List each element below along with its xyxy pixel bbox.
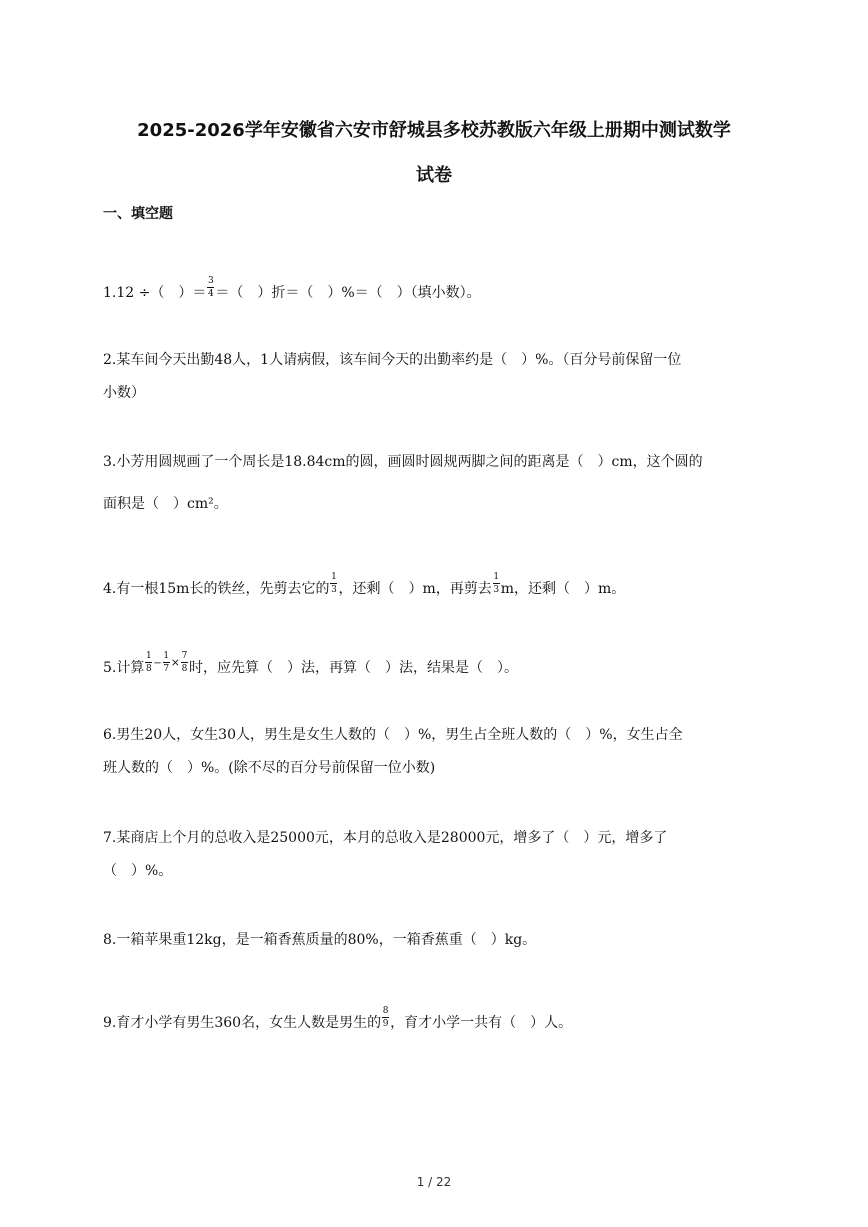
- q1-text: ＝（ ）折＝（ ）%＝（ ）（填小数）。: [215, 285, 481, 301]
- q4-text-end: m，还剩（ ）m。: [500, 581, 626, 597]
- q4-fraction-1: [330, 572, 337, 595]
- q5-text-end: 时，应先算（ ）法，再算（ ）法，结果是（ ）。: [188, 660, 518, 676]
- question-5: [103, 650, 768, 682]
- question-6: [103, 723, 768, 780]
- q6-line-1: 6.男生20人，女生30人，男生是女生人数的（ ）%，男生占全班人数的（ ）%，女生占全: [103, 727, 683, 743]
- question-1: [103, 275, 768, 305]
- q5-fraction-2: [163, 651, 170, 674]
- q3-line-2: 面积是（ ）cm²。: [103, 496, 228, 512]
- q5-minus: −: [153, 658, 162, 669]
- q5-fraction-3: [181, 651, 188, 674]
- question-8: [103, 928, 768, 952]
- q4-fraction-1-denominator: 3: [331, 584, 337, 595]
- q5-text-start: 5.计算: [103, 660, 145, 676]
- q2-line-2: 小数）: [103, 385, 145, 401]
- q6-line-2: 班人数的（ ）%。(除不尽的百分号前保留一位小数): [103, 760, 436, 776]
- q9-text-end: ，育才小学一共有（ ）人。: [390, 1015, 573, 1031]
- page-number: 1 / 22: [416, 1175, 452, 1189]
- question-7: [103, 826, 768, 883]
- q8-line-1: 8.一箱苹果重12kg，是一箱香蕉质量的80%，一箱香蕉重（ ）kg。: [103, 932, 537, 948]
- q4-text-start: 4.有一根15m长的铁丝，先剪去它的: [103, 581, 330, 597]
- q4-fraction-1-numerator: 1: [331, 571, 337, 582]
- q5-fraction-3-numerator: 7: [181, 650, 188, 661]
- document-title-line-2: 试卷: [416, 165, 452, 186]
- section-heading: 一、填空题: [103, 206, 173, 222]
- q4-fraction-2-numerator: 1: [493, 571, 500, 582]
- q1-number: 1.: [103, 285, 117, 301]
- q2-line-1: 2.某车间今天出勤48人，1人请病假，该车间今天的出勤率约是（ ）%。（百分号前保留一位: [103, 352, 682, 368]
- q5-fraction-1: [145, 651, 152, 674]
- q1-expression: 12 ÷（ ）＝: [116, 285, 207, 301]
- q5-fraction-2-denominator: 7: [163, 663, 170, 674]
- q1-fraction-denominator: 4: [207, 288, 214, 299]
- q1-fraction: [207, 276, 214, 299]
- q9-fraction: [382, 1006, 389, 1029]
- q5-fraction-1-denominator: 8: [145, 663, 152, 674]
- q9-text-start: 9.育才小学有男生360名，女生人数是男生的: [103, 1015, 382, 1031]
- q5-fraction-3-denominator: 8: [181, 663, 188, 674]
- q4-text-middle: ，还剩（ ）m，再剪去: [338, 581, 492, 597]
- q3-line-1: 3.小芳用圆规画了一个周长是18.84cm的圆，画圆时圆规两脚之间的距离是（ ）cm，这个圆的: [103, 454, 703, 470]
- q9-fraction-numerator: 8: [382, 1005, 389, 1016]
- q4-fraction-2-denominator: 3: [493, 584, 500, 595]
- question-3: [103, 450, 768, 516]
- q5-fraction-1-numerator: 1: [145, 650, 152, 661]
- question-9: [103, 1005, 768, 1035]
- q5-fraction-2-numerator: 1: [163, 650, 170, 661]
- document-title-line-1: 2025-2026学年安徽省六安市舒城县多校苏教版六年级上册期中测试数学: [137, 120, 731, 141]
- q9-fraction-denominator: 9: [382, 1018, 389, 1029]
- q4-fraction-2: [493, 572, 500, 595]
- q7-line-1: 7.某商店上个月的总收入是25000元，本月的总收入是28000元，增多了（ ）元，增多了: [103, 830, 668, 846]
- q7-line-2: （ ）%。: [103, 863, 173, 879]
- q5-times: ×: [170, 656, 180, 669]
- question-2: [103, 348, 768, 405]
- question-4: [103, 571, 768, 601]
- q1-fraction-numerator: 3: [207, 275, 214, 286]
